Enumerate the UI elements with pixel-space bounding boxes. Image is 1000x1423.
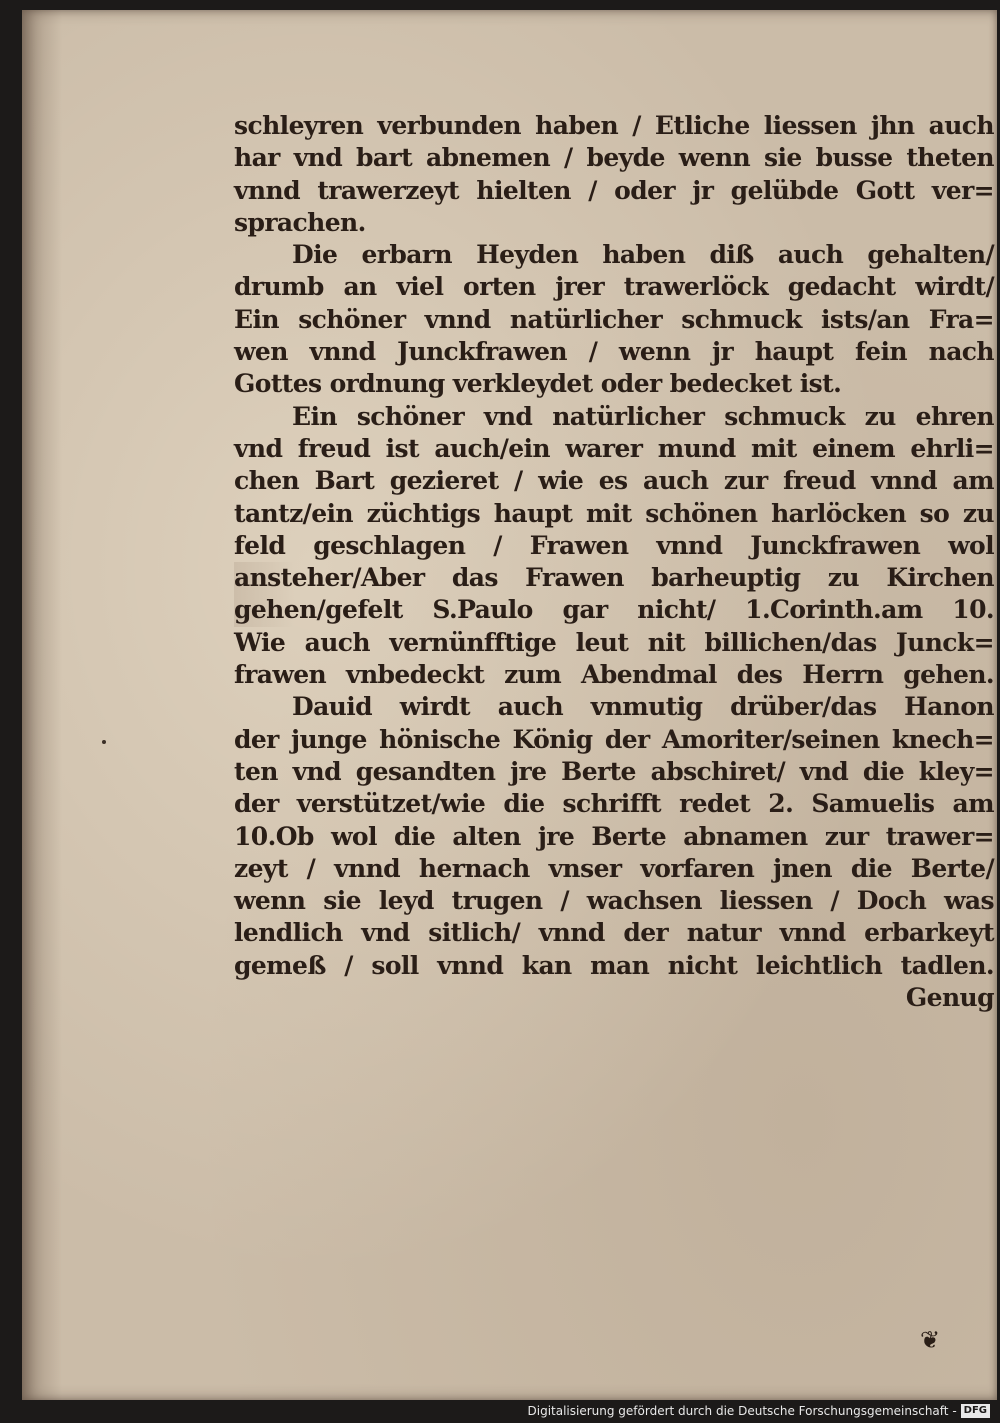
text-line-5: Die erbarn Heyden haben diß auch gehalten/ [292,240,994,270]
ink-speck [102,740,106,744]
text-line-14: feld geschlagen / Frawen vnnd Junckfrawen wol [234,530,994,560]
text-line-16: gehen/gefelt S.Paulo gar nicht/ 1.Corinth.am 10. [234,594,994,626]
text-line-21: ten vnd gesandten jre Berte abschiret/ vnd die kley= [234,756,994,786]
catchword: Genug [905,983,994,1013]
text-line-8: wen vnnd Junckfrawen / wenn jr haupt fein nach [234,337,994,367]
text-line-26: lendlich vnd sitlich/ vnnd der natur vnnd erbarkeyt [234,918,994,948]
text-line-17: Wie auch vernünfftige leut nit billichen/das Junck= [234,627,994,657]
text-line-22: der verstützet/wie die schrifft redet 2. Samuelis am [234,789,994,819]
text-line-23: 10.Ob wol die alten jre Berte abnamen zur trawer= [234,821,994,851]
text-line-20: der junge hönische König der Amoriter/seinen knech= [234,724,994,754]
fleuron-ornament-icon: ❦ [920,1326,941,1354]
text-line-6: drumb an viel orten jrer trawerlöck gedacht wirdt/ [234,272,994,302]
digitization-footer [528,1401,991,1421]
dfg-logo: DFG [961,1404,990,1418]
book-page [22,10,997,1400]
text-line-18: frawen vnbedeckt zum Abendmal des Herrn gehen. [234,660,994,690]
text-line-27: gemeß / soll vnnd kan man nicht leichtlich tadlen. [234,950,994,980]
text-line-10: Ein schöner vnd natürlicher schmuck zu ehren [292,401,994,431]
text-line-19: Dauid wirdt auch vnmutig drüber/das Hanon [292,692,994,722]
text-line-9: Gottes ordnung verkleydet oder bedecket ist. [234,369,842,399]
text-line-12: chen Bart gezieret / wie es auch zur freud vnnd am [234,466,994,496]
text-line-4: sprachen. [234,207,366,237]
body-text [234,110,994,1014]
text-line-15: ansteher/Aber das Frawen barheuptig zu Kirchen [234,562,994,594]
text-line-1: schleyren verbunden haben / Etliche liessen jhn auch [234,111,994,140]
footer-credit: Digitalisierung gefördert durch die Deutsche Forschungsgemeinschaft - [527,1404,957,1418]
text-line-2: har vnd bart abnemen / beyde wenn sie busse theten [234,143,994,173]
text-line-24: zeyt / vnnd hernach vnser vorfaren jnen die Berte/ [234,853,994,883]
text-line-25: wenn sie leyd trugen / wachsen liessen / Doch was [234,886,994,916]
text-line-13: tantz/ein züchtigs haupt mit schönen harlöcken so zu [234,498,994,528]
text-line-3: vnnd trawerzeyt hielten / oder jr gelübde Gott ver= [234,175,994,205]
page-edge-shadow [22,10,62,1400]
text-line-11: vnd freud ist auch/ein warer mund mit einem ehrli= [234,433,994,463]
text-line-7: Ein schöner vnnd natürlicher schmuck ists/an Fra= [234,304,994,334]
